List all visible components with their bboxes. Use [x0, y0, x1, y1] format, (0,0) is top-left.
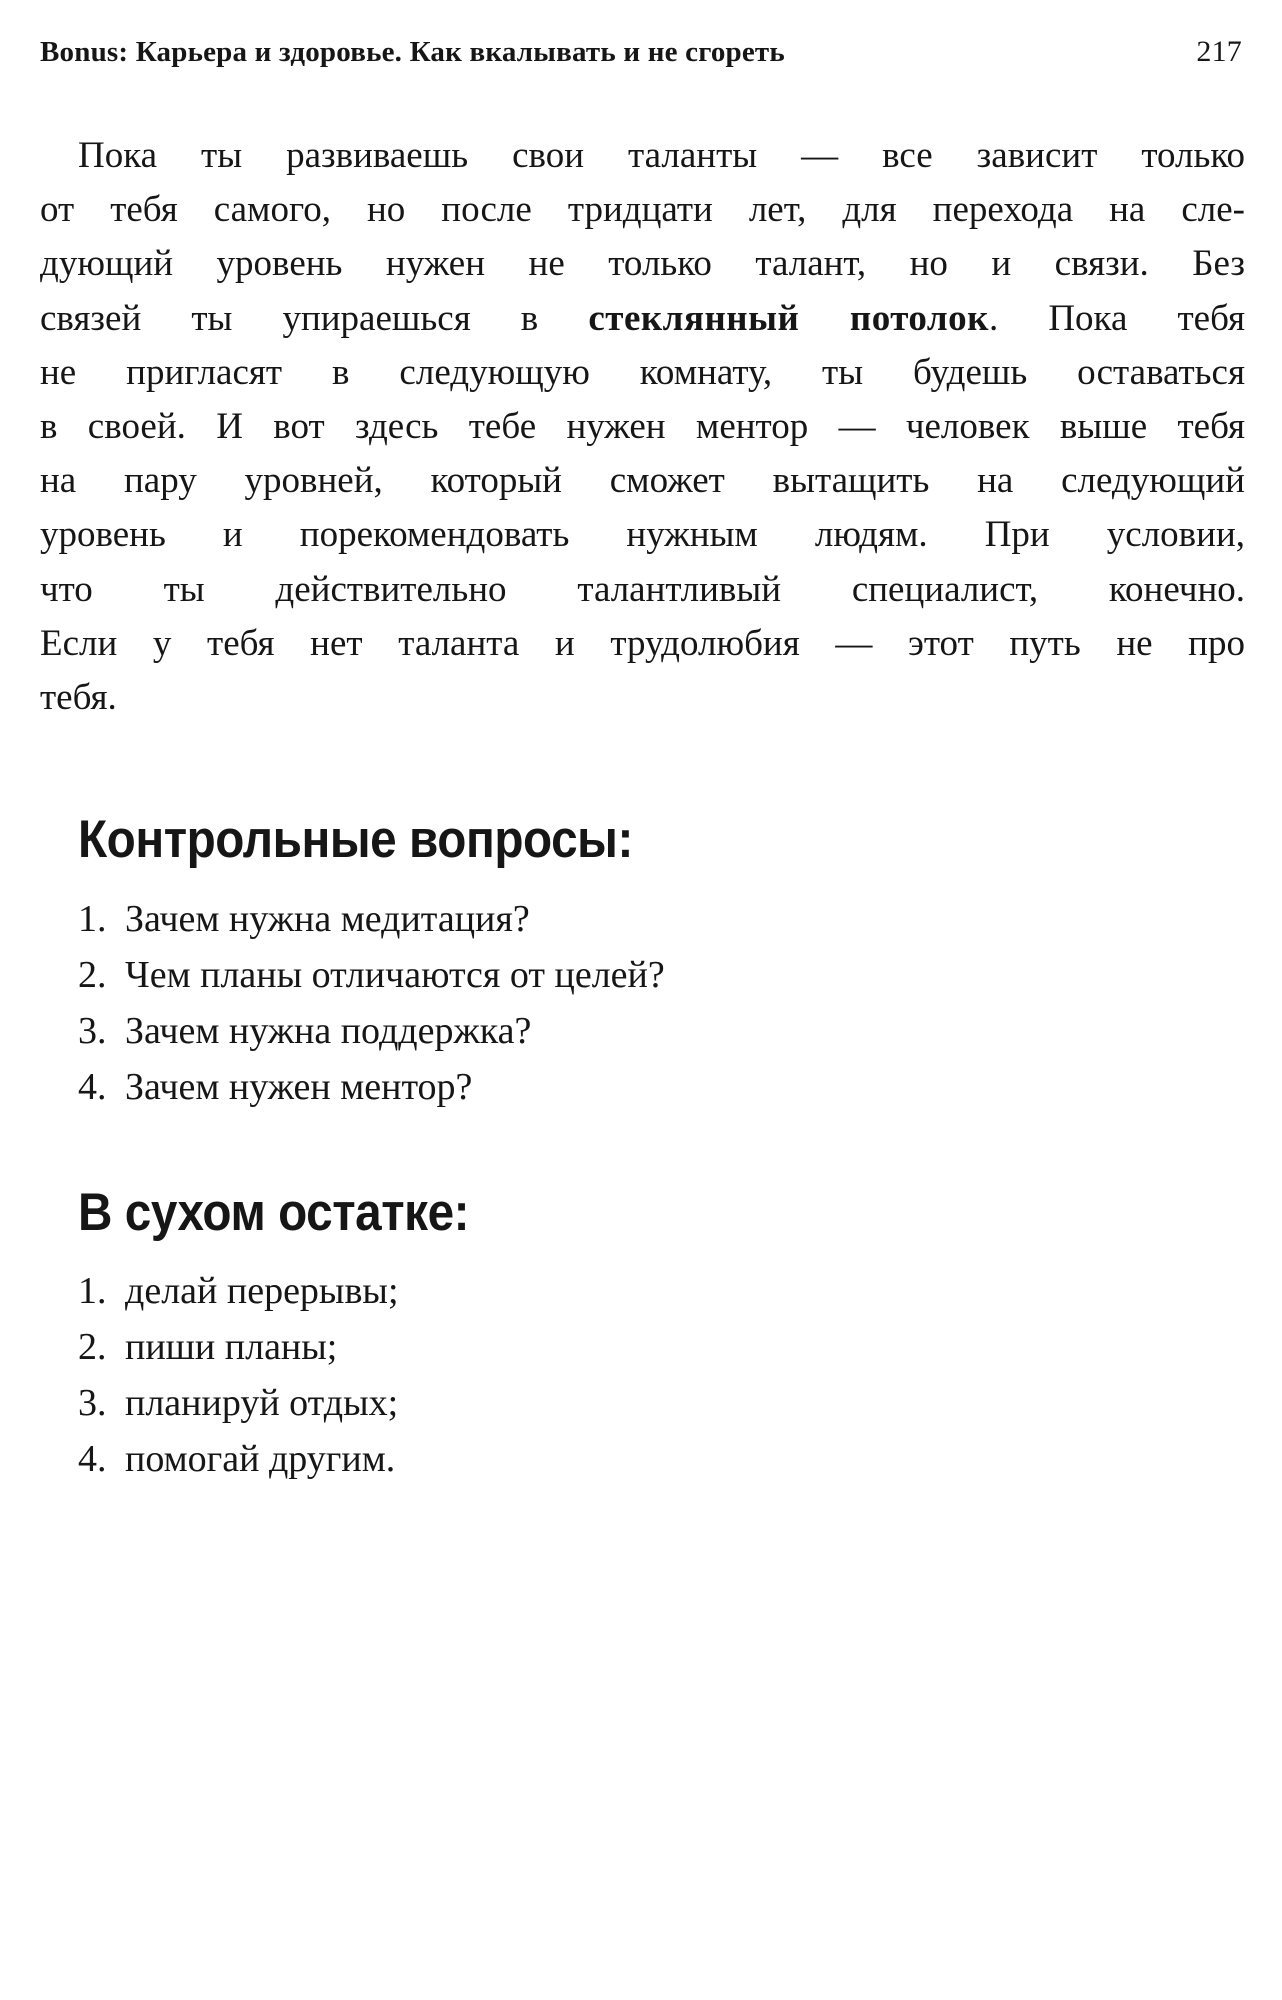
list-item	[78, 1431, 1242, 1487]
paragraph-text: уровень и порекомендовать нужным людям. При условии,	[40, 514, 1245, 556]
chapter-title: Bonus: Карьера и здоровье. Как вкалывать и не сгореть	[40, 36, 785, 68]
paragraph-line	[40, 129, 1245, 183]
paragraph-text: Если у тебя нет таланта и трудолюбия — этот путь не про	[40, 622, 1245, 664]
list-item-text: делай перерывы;	[125, 1270, 399, 1313]
list-item-number: 3.	[78, 1010, 107, 1053]
numbered-list	[78, 891, 1242, 1115]
paragraph-line	[40, 400, 1245, 454]
list-item	[78, 1263, 1242, 1319]
list-item-text: Зачем нужен ментор?	[125, 1066, 473, 1109]
list-item	[78, 1375, 1242, 1431]
paragraph-text: в своей. И вот здесь тебе нужен ментор — человек выше тебя	[40, 406, 1245, 448]
paragraph-line	[40, 671, 1245, 725]
list-item-text: Чем планы отличаются от целей?	[125, 954, 665, 997]
list-item	[78, 1003, 1242, 1059]
list-item-number: 1.	[78, 898, 107, 941]
section-summary	[78, 1185, 1242, 1487]
section-heading: В сухом остатке:	[78, 1183, 470, 1243]
paragraph-text: связей ты упираешься в	[40, 297, 589, 339]
numbered-list	[78, 1263, 1242, 1487]
paragraph-line	[40, 183, 1245, 237]
paragraph-text: не пригласят в следующую комнату, ты будешь оставаться	[40, 351, 1245, 393]
body-paragraph	[40, 129, 1245, 725]
paragraph-line	[40, 454, 1245, 508]
list-item	[78, 891, 1242, 947]
list-item-number: 1.	[78, 1270, 107, 1313]
section-control-questions	[78, 812, 1242, 1115]
paragraph-text: на пару уровней, который сможет вытащить на следующий	[40, 460, 1245, 502]
page-number: 217	[1196, 35, 1242, 68]
paragraph-text: тебя.	[40, 677, 117, 719]
list-item-number: 3.	[78, 1382, 107, 1425]
paragraph-line	[40, 237, 1245, 291]
paragraph-text: . Пока тебя	[989, 297, 1245, 339]
bold-phrase: стеклянный потолок	[588, 297, 989, 339]
section-heading: Контрольные вопросы:	[78, 810, 633, 870]
paragraph-line	[40, 292, 1245, 346]
list-item	[78, 1059, 1242, 1115]
list-item-text: Зачем нужна поддержка?	[125, 1010, 532, 1053]
list-item-text: пиши планы;	[125, 1326, 338, 1369]
paragraph-text: дующий уровень нужен не только талант, но и связи. Без	[40, 243, 1245, 285]
paragraph-text: Пока ты развиваешь свои таланты — все зависит только	[78, 135, 1245, 176]
list-item-text: планируй отдых;	[125, 1382, 399, 1425]
list-item-text: Зачем нужна медитация?	[125, 898, 530, 941]
list-item	[78, 1319, 1242, 1375]
list-item	[78, 947, 1242, 1003]
list-item-number: 2.	[78, 954, 107, 997]
paragraph-line	[40, 508, 1245, 562]
running-header	[0, 0, 1282, 70]
paragraph-line	[40, 563, 1245, 617]
paragraph-line	[40, 346, 1245, 400]
list-item-text: помогай другим.	[125, 1438, 396, 1481]
list-item-number: 4.	[78, 1438, 107, 1481]
paragraph-text: что ты действительно талантливый специалист, конечно.	[40, 568, 1245, 610]
paragraph-line	[40, 617, 1245, 671]
list-item-number: 4.	[78, 1066, 107, 1109]
paragraph-text: от тебя самого, но после тридцати лет, для перехода на сле-	[40, 189, 1245, 231]
list-item-number: 2.	[78, 1326, 107, 1369]
